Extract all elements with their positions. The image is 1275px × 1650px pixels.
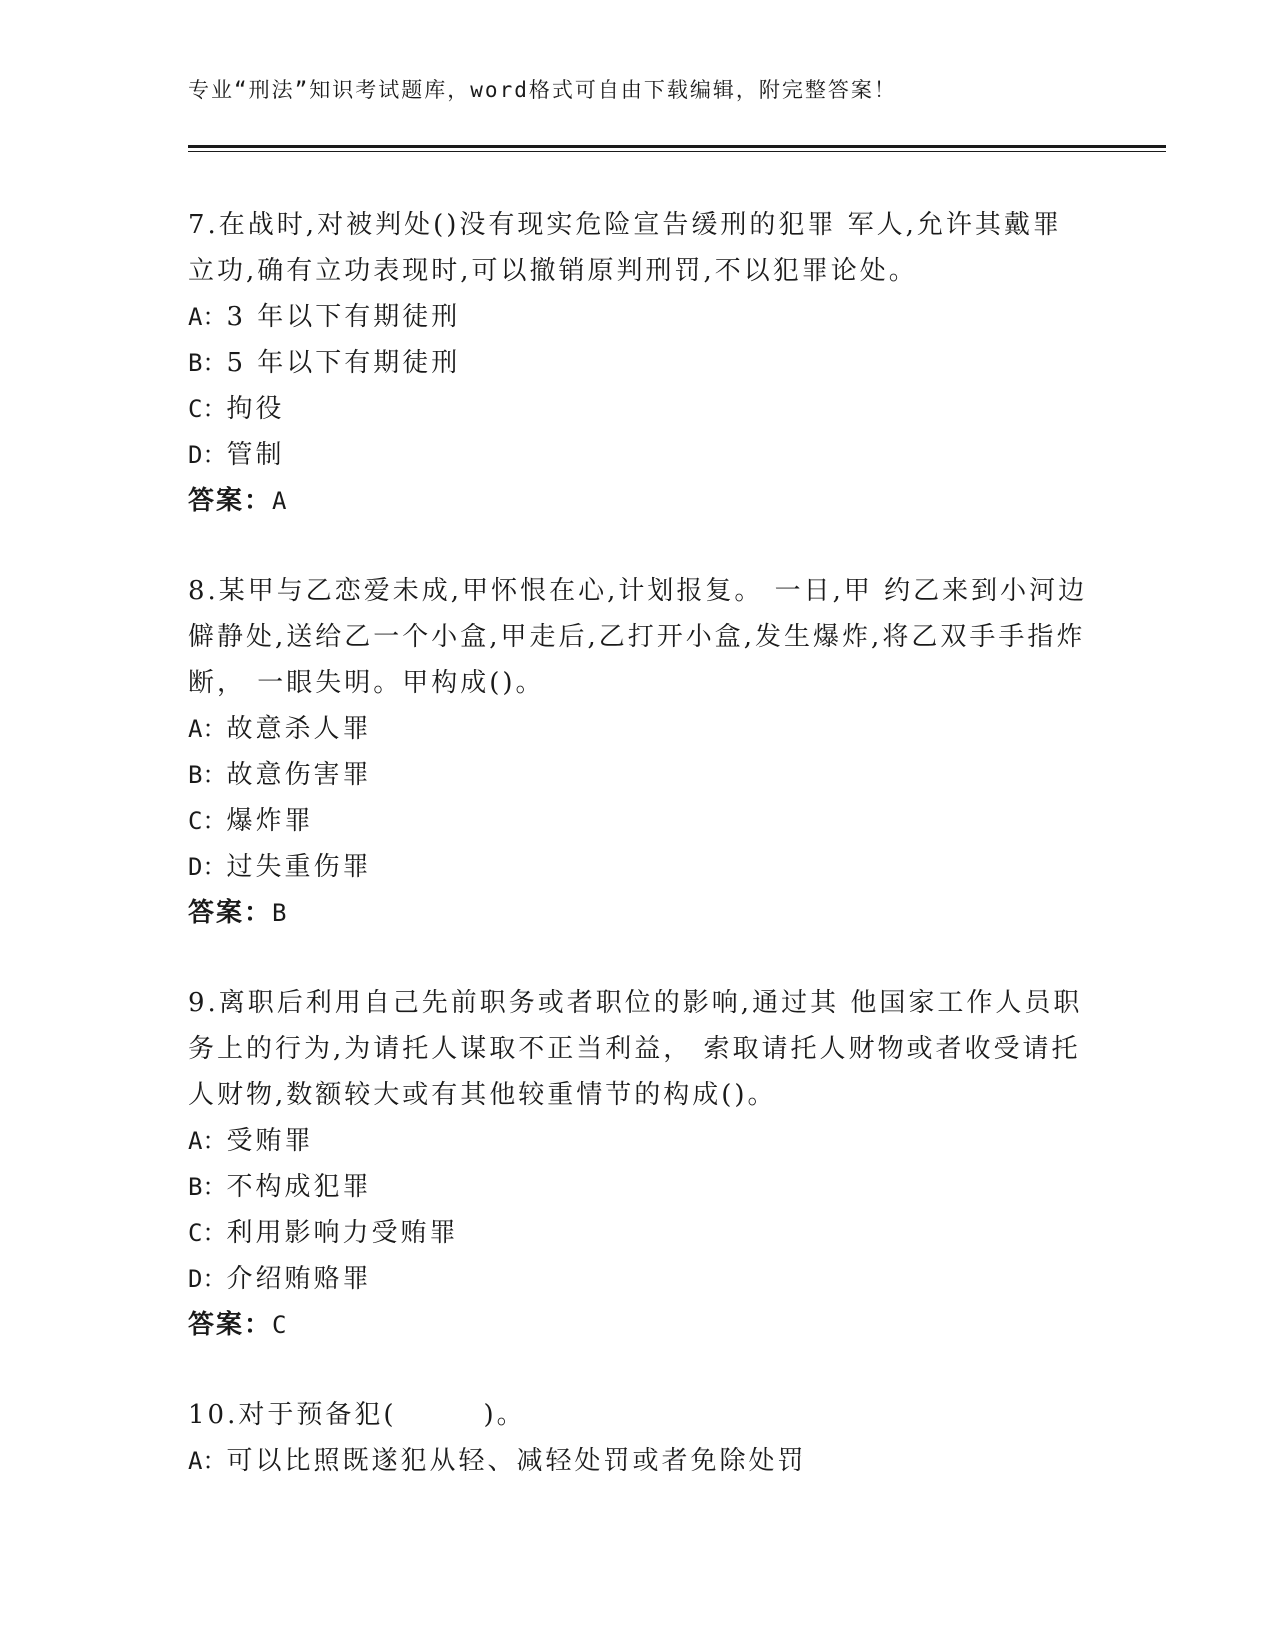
- option-text: 介绍贿赂罪: [226, 1264, 372, 1294]
- option-a: [188, 1118, 1088, 1164]
- answer-value: C: [272, 1311, 289, 1339]
- question-9: [188, 980, 1088, 1348]
- option-key: D：: [188, 853, 227, 881]
- question-list: [188, 202, 1088, 1528]
- option-key: B：: [188, 349, 227, 377]
- option-text: 3 年以下有期徒刑: [226, 302, 461, 332]
- question-stem: 10.对于预备犯( )。: [188, 1400, 526, 1430]
- header-rule-thin: [188, 151, 1166, 152]
- question-stem: 8.某甲与乙恋爱未成,甲怀恨在心,计划报复。 一日,甲 约乙来到小河边僻静处,送给乙一个小盒,甲走后,乙打开小盒,发生爆炸,将乙双手手指炸断， 一眼失明。甲构成()。: [188, 576, 1088, 698]
- option-key: A：: [188, 303, 227, 331]
- header-rule-thick: [188, 145, 1166, 148]
- option-key: B：: [188, 761, 227, 789]
- option-text: 爆炸罪: [226, 806, 314, 836]
- question-10: [188, 1392, 1088, 1484]
- answer-line: [188, 1302, 1088, 1348]
- answer-label: 答案：: [188, 1310, 273, 1340]
- option-key: A：: [188, 1447, 227, 1475]
- option-a: [188, 294, 1088, 340]
- option-key: D：: [188, 1265, 227, 1293]
- option-b: [188, 752, 1088, 798]
- answer-label: 答案：: [188, 898, 273, 928]
- option-c: [188, 386, 1088, 432]
- question-8: [188, 568, 1088, 936]
- question-stem: 9.离职后利用自己先前职务或者职位的影响,通过其 他国家工作人员职务上的行为,为请托人谋取不正当利益， 索取请托人财物或者收受请托人财物,数额较大或有其他较重情节的构成()。: [188, 988, 1083, 1110]
- option-text: 受贿罪: [226, 1126, 314, 1156]
- question-7: [188, 202, 1088, 524]
- answer-value: B: [272, 899, 289, 927]
- option-c: [188, 798, 1088, 844]
- option-text: 可以比照既遂犯从轻、减轻处罚或者免除处罚: [226, 1446, 807, 1476]
- option-key: A：: [188, 715, 227, 743]
- option-text: 5 年以下有期徒刑: [226, 348, 461, 378]
- option-text: 拘役: [226, 394, 285, 424]
- option-b: [188, 1164, 1088, 1210]
- question-stem: 7.在战时,对被判处()没有现实危险宣告缓刑的犯罪 军人,允许其戴罪立功,确有立功表现时,可以撤销原判刑罚,不以犯罪论处。: [188, 210, 1062, 286]
- option-a: [188, 1438, 1088, 1484]
- option-key: C：: [188, 395, 227, 423]
- answer-value: A: [272, 487, 289, 515]
- option-c: [188, 1210, 1088, 1256]
- option-text: 故意伤害罪: [226, 760, 372, 790]
- option-text: 管制: [226, 440, 285, 470]
- option-a: [188, 706, 1088, 752]
- option-text: 故意杀人罪: [226, 714, 372, 744]
- option-key: A：: [188, 1127, 227, 1155]
- answer-line: [188, 478, 1088, 524]
- option-d: [188, 432, 1088, 478]
- option-key: B：: [188, 1173, 227, 1201]
- page-header: 专业“刑法”知识考试题库，word格式可自由下载编辑，附完整答案！: [188, 78, 897, 102]
- option-d: [188, 844, 1088, 890]
- option-key: C：: [188, 1219, 227, 1247]
- option-text: 过失重伤罪: [226, 852, 372, 882]
- option-text: 不构成犯罪: [226, 1172, 372, 1202]
- option-key: D：: [188, 441, 227, 469]
- option-key: C：: [188, 807, 227, 835]
- answer-label: 答案：: [188, 486, 273, 516]
- option-d: [188, 1256, 1088, 1302]
- option-text: 利用影响力受贿罪: [226, 1218, 459, 1248]
- option-b: [188, 340, 1088, 386]
- answer-line: [188, 890, 1088, 936]
